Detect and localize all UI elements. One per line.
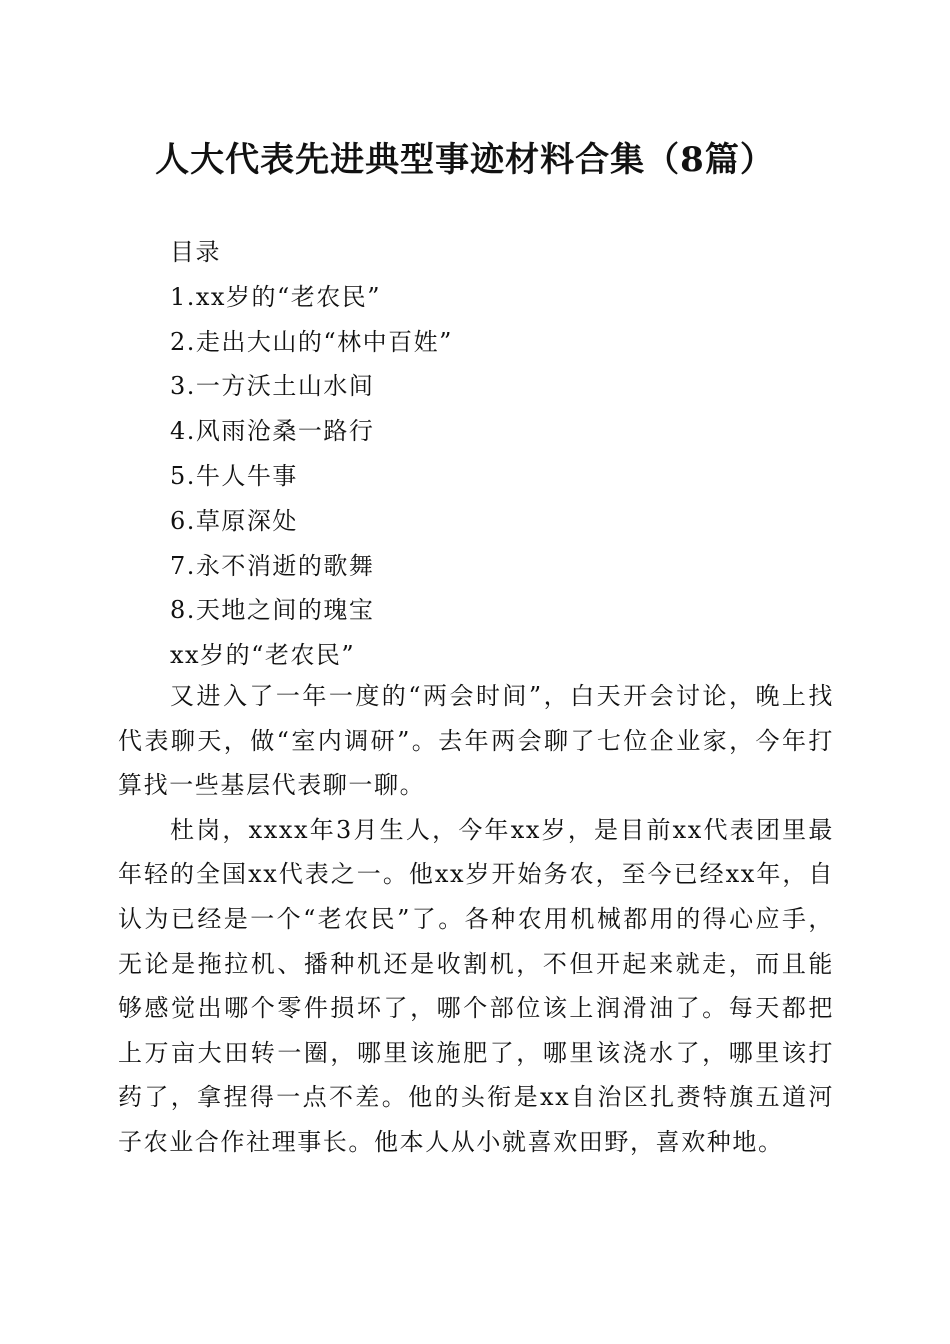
table-of-contents: [170, 230, 453, 678]
paragraph: 又进入了一年一度的“两会时间”，白天开会讨论，晚上找代表聊天，做“室内调研”。去年两会聊了七位企业家，今年打算找一些基层代表聊一聊。: [118, 682, 834, 800]
toc-item: 8.天地之间的瑰宝: [170, 596, 375, 625]
body-text: [118, 674, 834, 1165]
toc-item: 1.xx岁的“老农民”: [170, 282, 382, 311]
toc-item: 5.牛人牛事: [170, 461, 298, 490]
section-title: xx岁的“老农民”: [170, 641, 356, 670]
toc-item: 6.草原深处: [170, 506, 298, 535]
toc-item: 2.走出大山的“林中百姓”: [170, 327, 453, 356]
toc-item: 3.一方沃土山水间: [170, 372, 375, 401]
document-title: 人大代表先进典型事迹材料合集（8篇）: [155, 140, 775, 180]
toc-heading: 目录: [170, 238, 221, 266]
paragraph: 杜岗，xxxx年3月生人，今年xx岁，是目前xx代表团里最年轻的全国xx代表之一。他xx岁开始务农，至今已经xx年，自认为已经是一个“老农民”了。各种农用机械都用的得心应手，无论是拖拉机、播种机还是收割机，不但开起来就走，而且能够感觉出哪个零件损坏了，哪个部位该上润滑油了。每天都把上万亩大田转一圈，哪里该施肥了，哪里该浇水了，哪里该打药了，拿捏得一点不差。他的头衔是xx自治区扎赉特旗五道河子农业合作社理事长。他本人从小就喜欢田野，喜欢种地。: [118, 815, 834, 1156]
toc-item: 7.永不消逝的歌舞: [170, 551, 375, 580]
toc-item: 4.风雨沧桑一路行: [170, 417, 375, 446]
